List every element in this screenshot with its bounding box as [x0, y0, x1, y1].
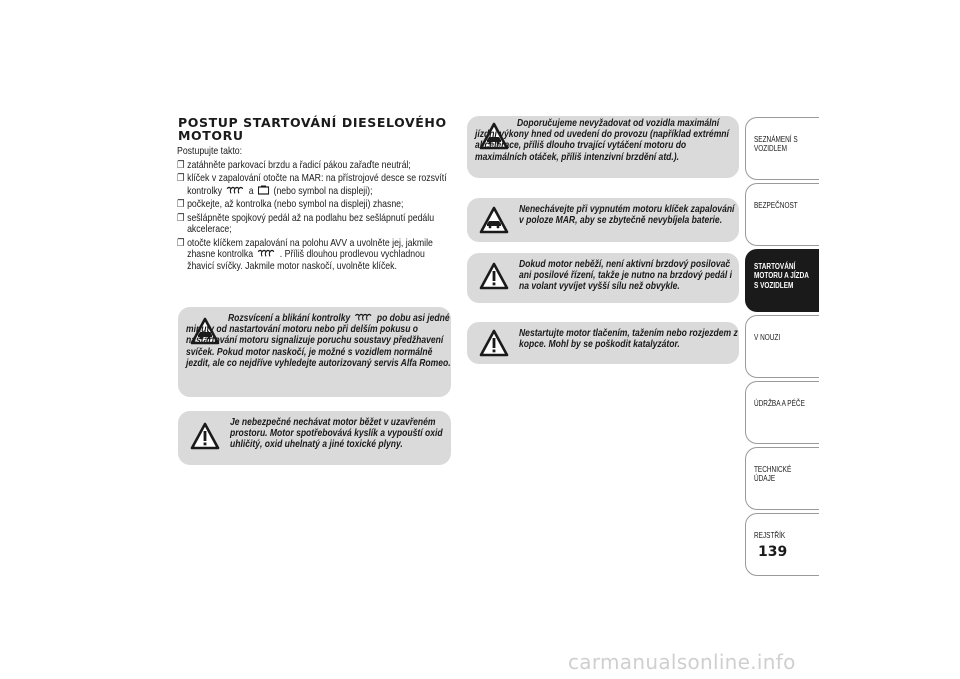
glow-plug-icon: [354, 313, 372, 323]
list-item: ❐ sešlápněte spojkový pedál až na podlahu bez sešlápnutí pedálu akcelerace;: [177, 212, 435, 235]
notice-text: Rozsvícení a blikání kontrolky po dobu asi jedné minuty od nastartování motoru nebo při delším pokusu o nastartování motoru signalizuje poruchu soustavy předžhavení svíček. Pokud motor naskočí, je možné s vozidlem normálně jezdit, ale co nejdříve vyhledejte autorizovaný servis Alfa Romeo.: [186, 313, 451, 369]
page-number: 139: [758, 544, 788, 560]
list-item: ❐ počkejte, až kontrolka (nebo symbol na displeji) zhasne;: [177, 199, 404, 210]
warning-triangle-icon: [190, 422, 220, 450]
tab-udrzba-a-pece[interactable]: ÚDRŽBA A PÉČE: [745, 381, 819, 444]
list-item: ❐ zatáhněte parkovací brzdu a řadicí pákou zařaďte neutrál;: [177, 159, 411, 171]
checkbox-bullet-icon: ❐: [177, 237, 185, 249]
tab-startovani-motoru[interactable]: STARTOVÁNÍ MOTORU A JÍZDA S VOZIDLEM: [745, 249, 819, 312]
notice-key-mar: [467, 198, 739, 242]
chapter-tabs: [745, 117, 819, 579]
notice-text: Nenechávejte při vypnutém motoru klíček zapalování v poloze MAR, aby se zbytečně nevybíjela baterie.: [519, 204, 735, 227]
tab-bezpecnost[interactable]: BEZPEČNOST: [745, 183, 819, 246]
warning-triangle-icon: [479, 329, 509, 357]
notice-text: Je nebezpečné nechávat motor běžet v uzavřeném prostoru. Motor spotřebovává kyslík a vypouští oxid uhličitý, oxid uhelnatý a jiné toxické plyny.: [230, 417, 443, 451]
notice-brake-booster: [467, 253, 739, 303]
notice-glow-plug-fault: [178, 307, 451, 397]
notice-push-start: [467, 322, 739, 364]
checkbox-bullet-icon: ❐: [177, 199, 185, 210]
car-notice-icon: [479, 206, 509, 234]
checkbox-bullet-icon: ❐: [177, 212, 185, 224]
glow-plug-icon: [257, 249, 275, 259]
tab-technicke-udaje[interactable]: TECHNICKÉ ÚDAJE: [745, 447, 819, 510]
notice-text: Nestartujte motor tlačením, tažením nebo rozjezdem z kopce. Mohl by se poškodit katalyzátor.: [519, 328, 738, 351]
tab-rejstrik[interactable]: REJSTŘÍK: [745, 513, 819, 576]
watermark: carmanualsonline.info: [568, 650, 796, 674]
notice-closed-space: [178, 411, 451, 465]
tab-seznameni-s-vozidlem[interactable]: SEZNÁMENÍ S VOZIDLEM: [745, 117, 819, 180]
engine-warning-icon: [258, 185, 270, 196]
section-title: POSTUP STARTOVÁNÍ DIESELOVÉHO MOTORU: [178, 115, 447, 143]
list-item: ❐ klíček v zapalování otočte na MAR: na přístrojové desce se rozsvítí kontrolky a (nebo symbol na displeji);: [177, 173, 447, 197]
list-item: ❐ otočte klíčkem zapalování na polohu AVV a uvolněte jej, jakmile zhasne kontrolka . Příliš dlouhou prodlevou vychladnou žhavicí svíčky. Jakmile motor naskočí, uvolněte klíček.: [177, 237, 433, 272]
notice-break-in: [467, 116, 739, 178]
warning-triangle-icon: [479, 262, 509, 290]
checkbox-bullet-icon: ❐: [177, 173, 185, 184]
checkbox-bullet-icon: ❐: [177, 159, 185, 171]
intro-text: Postupujte takto:: [177, 146, 243, 157]
notice-text: Dokud motor neběží, není aktivní brzdový posilovač ani posilové řízení, takže je nutno na brzdový pedál i na volant vyvíjet vyšší sílu než obvykle.: [519, 259, 733, 293]
glow-plug-icon: [226, 186, 244, 196]
steps-list: [177, 160, 453, 273]
notice-text: Doporučujeme nevyžadovat od vozidla maximální jízdní výkony hned od uvedení do provozu (například extrémní akcelerace, příliš dlouho trvající vytáčení motoru do maximálních otáček, příliš intenzivní brzdění atd.).: [475, 118, 729, 163]
instructions: [177, 146, 453, 274]
tab-v-nouzi[interactable]: V NOUZI: [745, 315, 819, 378]
